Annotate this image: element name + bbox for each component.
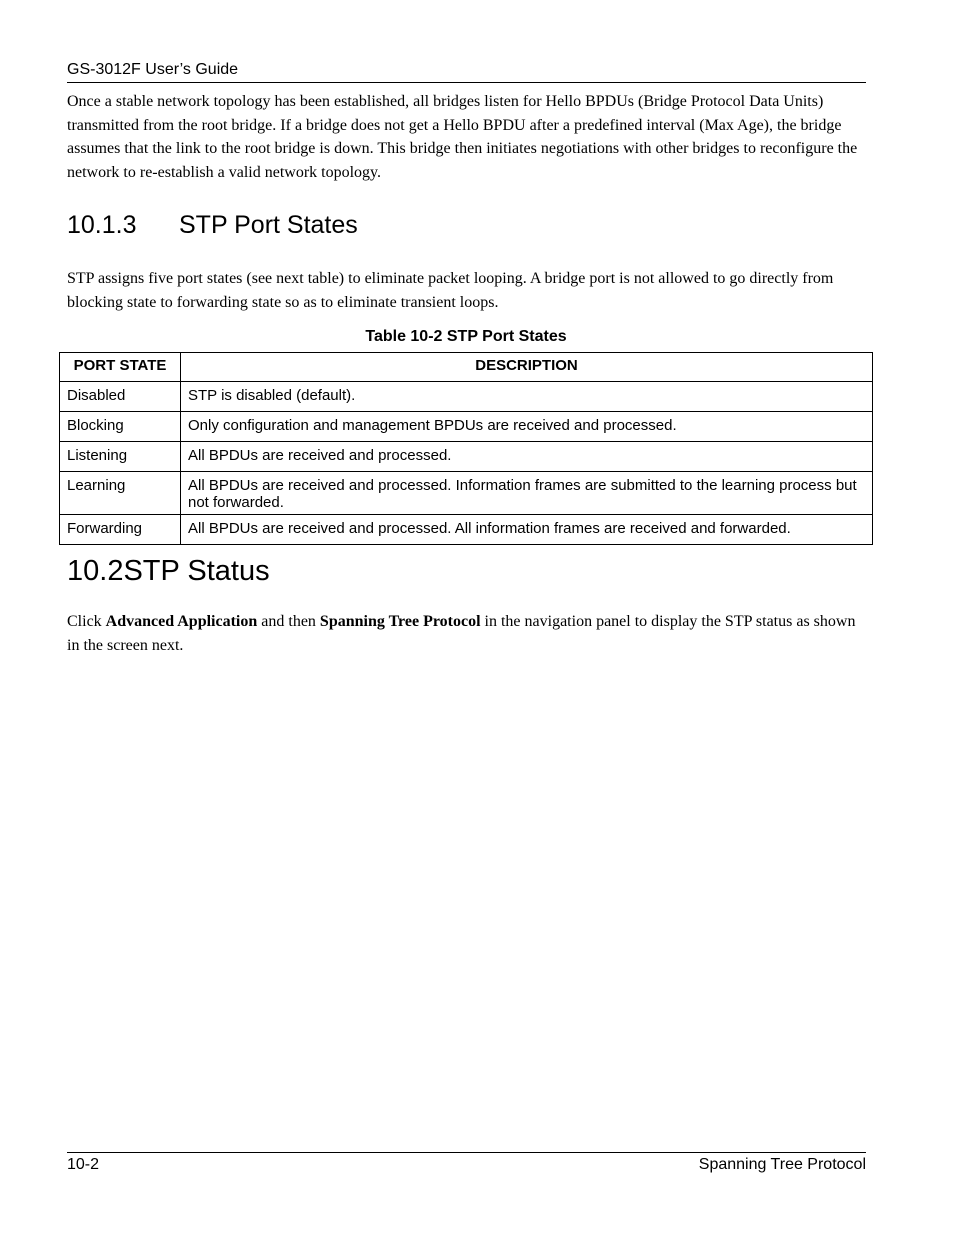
- section-number: 10.2: [67, 555, 124, 587]
- section-heading-10-2: [67, 553, 270, 589]
- section-heading-10-1-3: [67, 208, 358, 242]
- page-number: 10-2: [67, 1156, 100, 1173]
- description-cell: STP is disabled (default).: [181, 382, 873, 412]
- description-cell: All BPDUs are received and processed.: [181, 442, 873, 472]
- port-state-cell: Forwarding: [60, 515, 181, 545]
- section-title: STP Port States: [179, 211, 358, 239]
- intro-paragraph: Once a stable network topology has been established, all bridges listen for Hello BPDUs (Bridge Protocol Data Units) transmitted from the root bridge. If a bridge does not get a Hello BPDU after a predefined interval (Max Age), the bridge assumes that the link to the root bridge is down. This bridge then initiates negotiations with other bridges to reconfigure the network to re-establish a valid network topology.: [67, 93, 858, 181]
- table-row: [60, 515, 873, 545]
- column-header-port-state: PORT STATE: [60, 353, 181, 382]
- stp-port-states-table: [59, 352, 873, 545]
- description-cell: All BPDUs are received and processed. Information frames are submitted to the learning process but not forwarded.: [181, 472, 873, 515]
- status-paragraph: [67, 610, 862, 657]
- section-number: 10.1.3: [67, 211, 137, 239]
- section-title: STP Status: [123, 555, 270, 587]
- page-footer: [67, 1152, 866, 1173]
- port-state-cell: Learning: [60, 472, 181, 515]
- port-states-paragraph: STP assigns five port states (see next table) to eliminate packet looping. A bridge port is not allowed to go directly from blocking state to forwarding state so as to eliminate transient loops.: [67, 270, 834, 311]
- column-header-description: DESCRIPTION: [181, 353, 873, 382]
- table-header-row: [60, 353, 873, 382]
- advanced-application-label: Advanced Application: [105, 613, 258, 630]
- status-text-3: in the navigation panel to display the STP status as shown in the screen next.: [67, 613, 856, 654]
- status-text-1: Click: [67, 613, 106, 630]
- port-state-cell: Disabled: [60, 382, 181, 412]
- description-cell: All BPDUs are received and processed. All information frames are received and forwarded.: [181, 515, 873, 545]
- guide-title: GS-3012F User’s Guide: [67, 61, 239, 78]
- page-header: [67, 60, 866, 83]
- port-state-cell: Listening: [60, 442, 181, 472]
- spanning-tree-protocol-label: Spanning Tree Protocol: [319, 613, 481, 630]
- table-row: [60, 382, 873, 412]
- port-state-cell: Blocking: [60, 412, 181, 442]
- table-row: [60, 412, 873, 442]
- description-cell: Only configuration and management BPDUs are received and processed.: [181, 412, 873, 442]
- status-text-2: and then: [257, 613, 320, 630]
- chapter-name: Spanning Tree Protocol: [698, 1156, 866, 1173]
- table-row: [60, 442, 873, 472]
- table-caption: Table 10-2 STP Port States: [365, 328, 567, 345]
- table-row: [60, 472, 873, 515]
